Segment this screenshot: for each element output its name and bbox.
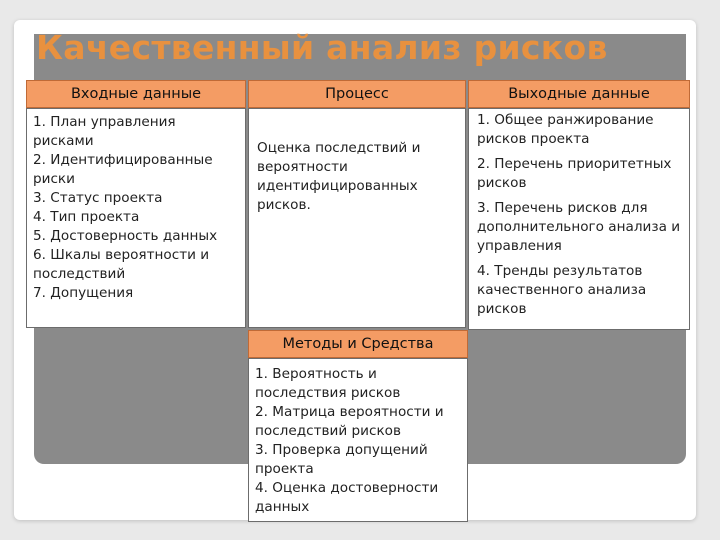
input-item: 1. План управления рисками — [33, 114, 176, 149]
input-item: 2. Идентифицированные риски — [33, 152, 213, 187]
output-item: 1. Общее ранжирование рисков проекта — [477, 112, 654, 147]
input-item: 6. Шкалы вероятности и последствий — [33, 247, 210, 282]
methods-list — [249, 359, 467, 517]
methods-item: 3. Проверка допущений проекта — [255, 442, 428, 477]
methods-item: 2. Матрица вероятности и последствий рисков — [255, 404, 444, 439]
input-item: 4. Тип проекта — [33, 209, 140, 225]
methods-item: 4. Оценка достоверности данных — [255, 480, 439, 515]
output-item: 2. Перечень приоритетных рисков — [477, 156, 672, 191]
output-column — [468, 108, 690, 330]
process-column — [248, 108, 466, 328]
output-list — [469, 109, 689, 319]
process-text: Оценка последствий и вероятности идентифицированных рисков. — [257, 140, 421, 213]
input-item: 3. Статус проекта — [33, 190, 163, 206]
methods-item: 1. Вероятность и последствия рисков — [255, 366, 401, 401]
input-item: 5. Достоверность данных — [33, 228, 218, 244]
methods-column — [248, 358, 468, 522]
header-process: Процесс — [248, 80, 466, 108]
header-methods: Методы и Средства — [248, 330, 468, 358]
input-list — [27, 109, 245, 307]
input-column — [26, 108, 246, 328]
header-input: Входные данные — [26, 80, 246, 108]
slide-title: Качественный анализ рисков — [36, 28, 608, 67]
header-output: Выходные данные — [468, 80, 690, 108]
output-item: 3. Перечень рисков для дополнительного анализа и управления — [477, 200, 681, 254]
input-item: 7. Допущения — [33, 285, 134, 301]
output-item: 4. Тренды результатов качественного анализа рисков — [477, 263, 647, 317]
